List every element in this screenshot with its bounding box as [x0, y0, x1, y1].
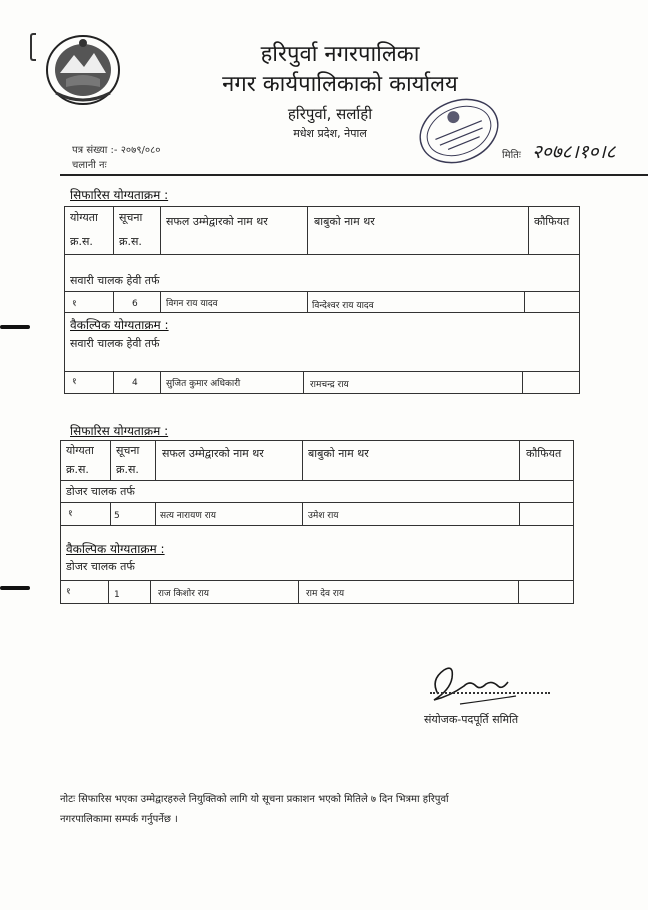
cell-yogyata: १	[66, 587, 71, 597]
row-divider	[60, 480, 574, 481]
col-header-krasa: क्र.स.	[70, 235, 93, 248]
cell-father-name: विन्देश्वर राय यादव	[312, 301, 374, 311]
col-header-remarks: कौफियत	[534, 215, 570, 228]
col-divider	[155, 440, 156, 480]
col-header-krasa: क्र.स.	[66, 463, 89, 476]
letter-number: पत्र संख्या :- २०७९/०८०	[72, 145, 161, 156]
col-header-remarks: कौफियत	[526, 447, 562, 460]
col-divider	[522, 371, 523, 394]
col-header-krasa: क्र.स.	[119, 235, 142, 248]
col-divider	[302, 440, 303, 480]
nepal-emblem-logo	[44, 33, 122, 107]
cell-suchana: 1	[114, 590, 120, 600]
col-divider	[110, 440, 111, 480]
footer-note	[60, 790, 600, 830]
col-divider	[298, 580, 299, 604]
col-header-father: बाबुको नाम थर	[314, 215, 375, 228]
col-divider	[113, 291, 114, 312]
row-divider	[64, 291, 580, 292]
col-divider	[160, 206, 161, 254]
cell-candidate-name: राज किशोर राय	[158, 589, 210, 599]
group-label: डोजर चालक तर्फ	[66, 485, 135, 498]
row-divider	[64, 254, 580, 255]
col-divider	[524, 291, 525, 312]
cell-candidate-name: सत्य नारायण राय	[160, 511, 216, 521]
header-divider	[60, 174, 648, 176]
section-title: वैकल्पिक योग्यताक्रम :	[66, 542, 165, 556]
cell-suchana: 5	[114, 511, 120, 521]
date-value: २०७८।१०।८	[532, 141, 616, 163]
group-label: सवारी चालक हेवी तर्फ	[70, 337, 160, 350]
col-header-yogyata: योग्यता	[66, 444, 94, 457]
col-divider	[519, 502, 520, 525]
col-divider	[160, 291, 161, 312]
col-header-krasa: क्र.स.	[116, 463, 139, 476]
col-divider	[160, 371, 161, 394]
cell-yogyata: १	[72, 299, 77, 309]
col-divider	[302, 502, 303, 525]
section-title: सिफारिस योग्यताक्रम :	[70, 424, 169, 438]
date-label: मितिः	[502, 150, 521, 161]
cell-yogyata: १	[68, 509, 73, 519]
col-divider	[155, 502, 156, 525]
cell-candidate-name: सुजित कुमार अधिकारी	[166, 379, 241, 389]
signatory-title: संयोजक-पदपूर्ति समिति	[424, 713, 519, 726]
col-divider	[518, 580, 519, 604]
col-divider	[108, 580, 109, 604]
cell-father-name: राम देव राय	[306, 589, 345, 599]
cell-father-name: उमेश राय	[308, 511, 339, 521]
section-title: सिफारिस योग्यताक्रम :	[70, 188, 169, 202]
province-country: मधेश प्रदेश, नेपाल	[293, 127, 367, 140]
municipality-name: हरिपुर्वा नगरपालिका	[260, 42, 420, 67]
col-divider	[303, 371, 304, 394]
section-title: वैकल्पिक योग्यताक्रम :	[70, 318, 169, 332]
margin-bracket	[30, 33, 36, 61]
cell-father-name: रामचन्द्र राय	[310, 380, 349, 390]
col-divider	[113, 371, 114, 394]
col-header-suchana: सूचना	[116, 444, 140, 457]
col-divider	[150, 580, 151, 604]
col-header-candidate: सफल उम्मेद्वारको नाम थर	[166, 215, 268, 228]
office-name: नगर कार्यपालिकाको कार्यालय	[222, 72, 458, 97]
handwritten-signature	[420, 660, 540, 710]
col-divider	[307, 206, 308, 254]
row-divider	[60, 580, 574, 581]
hole-punch-mark	[0, 586, 30, 590]
row-divider	[60, 525, 574, 526]
col-divider	[519, 440, 520, 480]
col-divider	[307, 291, 308, 312]
col-divider	[528, 206, 529, 254]
col-header-candidate: सफल उम्मेद्वारको नाम थर	[162, 447, 264, 460]
col-divider	[110, 502, 111, 525]
col-header-father: बाबुको नाम थर	[308, 447, 369, 460]
cell-yogyata: १	[72, 377, 77, 387]
cell-candidate-name: विगन राय यादव	[166, 299, 218, 309]
row-divider	[60, 502, 574, 503]
col-header-yogyata: योग्यता	[70, 211, 98, 224]
signature-line	[430, 692, 550, 694]
note-line: नोटः सिफारिस भएका उम्मेद्वारहरुले नियुक्तिको लागि यो सूचना प्रकाशन भएको मितिले ७ दिन भित्रमा हरिपुर्वा	[60, 794, 449, 805]
note-line: नगरपालिकामा सम्पर्क गर्नुपर्नेछ ।	[60, 814, 178, 825]
cell-suchana: 4	[132, 378, 138, 388]
col-divider	[113, 206, 114, 254]
hole-punch-mark	[0, 325, 30, 329]
col-header-suchana: सूचना	[119, 211, 143, 224]
dispatch-number: चलानी नः	[72, 160, 107, 171]
group-label: सवारी चालक हेवी तर्फ	[70, 274, 160, 287]
office-location: हरिपुर्वा, सर्लाही	[287, 105, 373, 123]
office-stamp-seal	[414, 92, 504, 170]
cell-suchana: 6	[132, 299, 138, 309]
row-divider	[64, 371, 580, 372]
row-divider	[64, 312, 580, 313]
group-label: डोजर चालक तर्फ	[66, 560, 135, 573]
